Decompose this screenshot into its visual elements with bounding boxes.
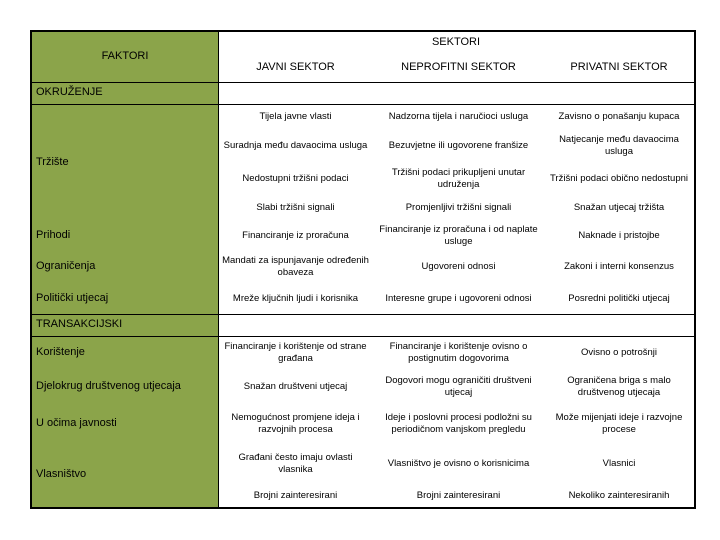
cell-r1-s0-c1: Financiranje iz proračuna i od naplate usluge — [373, 221, 544, 251]
hline — [32, 336, 694, 337]
cell-r2-s0-c0: Mandati za ispunjavanje određenih obaveza — [218, 251, 373, 283]
cell-r1-s0-c0: Financiranje iz proračuna — [218, 221, 373, 251]
row-label-2: Ograničenja — [36, 260, 96, 273]
cell-r7-s1-c2: Nekoliko zainteresiranih — [544, 485, 694, 507]
row-label-1: Prihodi — [36, 229, 71, 242]
cell-r1-s0-c2: Naknade i pristojbe — [544, 221, 694, 251]
cell-r7-s0-c2: Vlasnici — [544, 443, 694, 485]
row-label-3: Politički utjecaj — [36, 291, 109, 304]
section-transakcijski: TRANSAKCIJSKI — [36, 318, 123, 331]
cell-r0-s0-c2: Zavisno o ponašanju kupaca — [544, 104, 694, 130]
column-header-2: PRIVATNI SEKTOR — [544, 54, 694, 82]
row-label-6: U očima javnosti — [36, 416, 117, 429]
section-okruzenje-blank — [218, 82, 694, 104]
cell-r3-s0-c0: Mreže ključnih ljudi i korisnika — [218, 283, 373, 314]
cell-r4-s0-c1: Financiranje i korištenje ovisno o postignutim dogovorima — [373, 336, 544, 370]
cell-r0-s0-c1: Nadzorna tijela i naručioci usluga — [373, 104, 544, 130]
cell-r6-s0-c1: Ideje i poslovni procesi podložni su periodičnom vanjskom pregledu — [373, 404, 544, 443]
cell-r2-s0-c2: Zakoni i interni konsenzus — [544, 251, 694, 283]
column-header-0: JAVNI SEKTOR — [218, 54, 373, 82]
cell-r3-s0-c1: Interesne grupe i ugovoreni odnosi — [373, 283, 544, 314]
cell-r0-s3-c0: Slabi tržišni signali — [218, 195, 373, 221]
row-label-4: Korištenje — [36, 346, 85, 359]
row-label-7: Vlasništvo — [36, 468, 87, 481]
cell-r7-s1-c1: Brojni zainteresirani — [373, 485, 544, 507]
cell-r7-s1-c0: Brojni zainteresirani — [218, 485, 373, 507]
cell-r0-s3-c1: Promjenljivi tržišni signali — [373, 195, 544, 221]
cell-r0-s3-c2: Snažan utjecaj tržišta — [544, 195, 694, 221]
row-label-5: Djelokrug društvenog utjecaja — [36, 380, 181, 393]
cell-r0-s2-c1: Tržišni podaci prikupljeni unutar udruženja — [373, 162, 544, 195]
section-okruzenje: OKRUŽENJE — [36, 86, 103, 99]
cell-r6-s0-c2: Može mijenjati ideje i razvojne procese — [544, 404, 694, 443]
cell-r6-s0-c0: Nemogućnost promjene ideja i razvojnih procesa — [218, 404, 373, 443]
vline — [218, 32, 219, 507]
hline — [32, 82, 694, 83]
cell-r5-s0-c1: Dogovori mogu ograničiti društveni utjecaj — [373, 370, 544, 404]
hline — [32, 104, 694, 105]
cell-r0-s1-c0: Suradnja među davaocima usluga — [218, 130, 373, 162]
cell-r7-s0-c0: Građani često imaju ovlasti vlasnika — [218, 443, 373, 485]
cell-r0-s2-c0: Nedostupni tržišni podaci — [218, 162, 373, 195]
cell-r0-s2-c2: Tržišni podaci obično nedostupni — [544, 162, 694, 195]
section-transakcijski-blank — [218, 314, 694, 336]
cell-r0-s1-c1: Bezuvjetne ili ugovorene franšize — [373, 130, 544, 162]
hline — [32, 314, 694, 315]
row-label-0: Tržište — [36, 155, 69, 168]
cell-r4-s0-c2: Ovisno o potrošnji — [544, 336, 694, 370]
column-header-1: NEPROFITNI SEKTOR — [373, 54, 544, 82]
cell-r3-s0-c2: Posredni politički utjecaj — [544, 283, 694, 314]
cell-r4-s0-c0: Financiranje i korištenje od strane građana — [218, 336, 373, 370]
sektori-header: SEKTORI — [218, 32, 694, 54]
cell-r7-s0-c1: Vlasništvo je ovisno o korisnicima — [373, 443, 544, 485]
cell-r0-s1-c2: Natjecanje među davaocima usluga — [544, 130, 694, 162]
cell-r0-s0-c0: Tijela javne vlasti — [218, 104, 373, 130]
cell-r5-s0-c0: Snažan društveni utjecaj — [218, 370, 373, 404]
cell-r5-s0-c2: Ograničena briga s malo društvenog utjecaja — [544, 370, 694, 404]
sector-factor-table — [30, 30, 696, 509]
cell-r2-s0-c1: Ugovoreni odnosi — [373, 251, 544, 283]
faktori-header: FAKTORI — [101, 50, 149, 63]
